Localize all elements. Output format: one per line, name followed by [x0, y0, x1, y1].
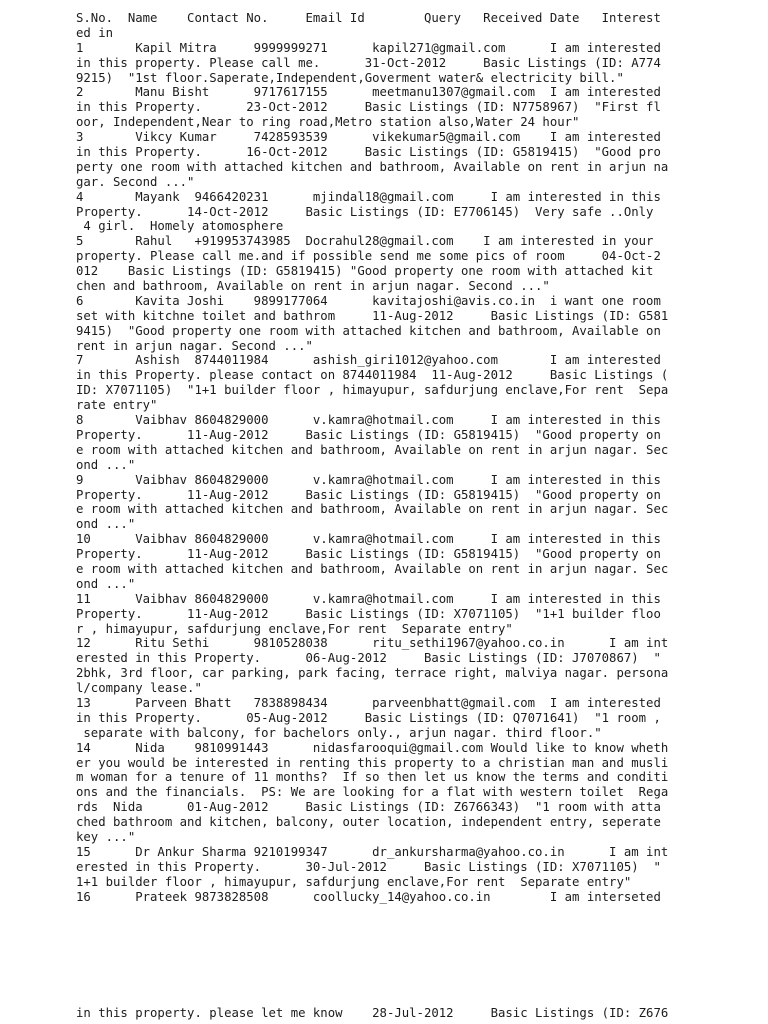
text-line: in this Property. 23-Oct-2012 Basic Listings (ID: N7758967) "First fl — [76, 100, 661, 115]
text-line: 5 Rahul +919953743985 Docrahul28@gmail.com I am interested in your — [76, 234, 654, 249]
text-line: rate entry" — [76, 398, 158, 413]
text-line: 4 Mayank 9466420231 mjindal18@gmail.com I am interested in this — [76, 189, 661, 204]
text-line: m woman for a tenure of 11 months? If so then let us know the terms and conditi — [76, 770, 669, 785]
text-line: 012 Basic Listings (ID: G5819415) "Good property one room with attached kit — [76, 264, 654, 279]
text-line: 12 Ritu Sethi 9810528038 ritu_sethi1967@yahoo.co.in I am int — [76, 636, 669, 651]
text-line: oor, Independent,Near to ring road,Metro station also,Water 24 hour" — [76, 115, 580, 130]
text-line: 9215) "1st floor.Saperate,Independent,Goverment water& electricity bill." — [76, 70, 624, 85]
text-line: 6 Kavita Joshi 9899177064 kavitajoshi@avis.co.in i want one room — [76, 293, 661, 308]
text-line: 13 Parveen Bhatt 7838898434 parveenbhatt@gmail.com I am interested — [76, 695, 661, 710]
text-line: ched bathroom and kitchen, balcony, outer location, independent entry, seperate — [76, 815, 661, 830]
text-line: e room with attached kitchen and bathroom, Available on rent in arjun nagar. Sec — [76, 502, 669, 517]
text-line: key ..." — [76, 829, 136, 844]
text-line: Property. 11-Aug-2012 Basic Listings (ID: G5819415) "Good property on — [76, 487, 661, 502]
text-line: ond ..." — [76, 517, 136, 532]
text-line: chen and bathroom, Available on rent in arjun nagar. Second ..." — [76, 279, 550, 294]
text-line: perty one room with attached kitchen and bathroom, Available on rent in arjun na — [76, 159, 669, 174]
text-line: Property. 11-Aug-2012 Basic Listings (ID: X7071105) "1+1 builder floo — [76, 606, 661, 621]
text-line: 2bhk, 3rd floor, car parking, park facing, terrace right, malviya nagar. persona — [76, 666, 669, 681]
text-line: Property. 11-Aug-2012 Basic Listings (ID: G5819415) "Good property on — [76, 427, 661, 442]
text-line: ID: X7071105) "1+1 builder floor , himayupur, safdurjung enclave,For rent Sepa — [76, 383, 669, 398]
text-line: gar. Second ..." — [76, 174, 195, 189]
text-line: in this Property. please contact on 8744011984 11-Aug-2012 Basic Listings ( — [76, 368, 669, 383]
text-line: 10 Vaibhav 8604829000 v.kamra@hotmail.com I am interested in this — [76, 532, 661, 547]
text-line: in this Property. 05-Aug-2012 Basic Listings (ID: Q7071641) "1 room , — [76, 710, 661, 725]
text-line: in this property. Please call me. 31-Oct-2012 Basic Listings (ID: A774 — [76, 55, 661, 70]
text-line: 2 Manu Bisht 9717617155 meetmanu1307@gmail.com I am interested — [76, 85, 661, 100]
enquiry-listing-text — [76, 11, 668, 904]
text-line: 3 Vikcy Kumar 7428593539 vikekumar5@gmail.com I am interested — [76, 130, 661, 145]
text-line: Property. 14-Oct-2012 Basic Listings (ID: E7706145) Very safe ..Only — [76, 204, 654, 219]
text-line: erested in this Property. 06-Aug-2012 Basic Listings (ID: J7070867) " — [76, 651, 661, 666]
text-line: ond ..." — [76, 457, 136, 472]
text-line: 11 Vaibhav 8604829000 v.kamra@hotmail.com I am interested in this — [76, 591, 661, 606]
text-line: 15 Dr Ankur Sharma 9210199347 dr_ankursharma@yahoo.co.in I am int — [76, 844, 669, 859]
text-line: rds Nida 01-Aug-2012 Basic Listings (ID: Z6766343) "1 room with atta — [76, 800, 661, 815]
text-line: r , himayupur, safdurjung enclave,For rent Separate entry" — [76, 621, 513, 636]
page-bottom-line: in this property. please let me know 28-Jul-2012 Basic Listings (ID: Z676 — [76, 1006, 669, 1020]
text-line: 7 Ashish 8744011984 ashish_giri1012@yahoo.com I am interested — [76, 353, 661, 368]
text-line: 8 Vaibhav 8604829000 v.kamra@hotmail.com I am interested in this — [76, 413, 661, 428]
text-line: set with kitchne toilet and bathrom 11-Aug-2012 Basic Listings (ID: G581 — [76, 308, 669, 323]
text-line: 1+1 builder floor , himayupur, safdurjung enclave,For rent Separate entry" — [76, 874, 632, 889]
text-line: ons and the financials. PS: We are looking for a flat with western toilet Rega — [76, 785, 669, 800]
text-line: e room with attached kitchen and bathroom, Available on rent in arjun nagar. Sec — [76, 442, 669, 457]
text-line: separate with balcony, for bachelors only., arjun nagar. third floor." — [76, 725, 602, 740]
text-line: 14 Nida 9810991443 nidasfarooqui@gmail.com Would like to know wheth — [76, 740, 669, 755]
text-line: l/company lease." — [76, 681, 202, 696]
text-line: in this Property. 16-Oct-2012 Basic Listings (ID: G5819415) "Good pro — [76, 145, 661, 160]
text-line: 16 Prateek 9873828508 coollucky_14@yahoo.co.in I am interseted — [76, 889, 661, 904]
text-line: Property. 11-Aug-2012 Basic Listings (ID: G5819415) "Good property on — [76, 547, 661, 562]
text-line: erested in this Property. 30-Jul-2012 Basic Listings (ID: X7071105) " — [76, 859, 661, 874]
text-line: 9 Vaibhav 8604829000 v.kamra@hotmail.com I am interested in this — [76, 472, 661, 487]
text-line: e room with attached kitchen and bathroom, Available on rent in arjun nagar. Sec — [76, 561, 669, 576]
text-line: S.No. Name Contact No. Email Id Query Received Date Interest — [76, 11, 661, 25]
text-line: property. Please call me.and if possible send me some pics of room 04-Oct-2 — [76, 249, 661, 264]
text-line: 9415) "Good property one room with attached kitchen and bathroom, Available on — [76, 323, 661, 338]
text-line: 1 Kapil Mitra 9999999271 kapil271@gmail.com I am interested — [76, 40, 661, 55]
text-line: er you would be interested in renting this property to a christian man and musli — [76, 755, 669, 770]
text-line: 4 girl. Homely atomosphere — [76, 219, 284, 234]
text-line: rent in arjun nagar. Second ..." — [76, 338, 313, 353]
text-line: ond ..." — [76, 576, 136, 591]
text-line: ed in — [76, 25, 114, 40]
